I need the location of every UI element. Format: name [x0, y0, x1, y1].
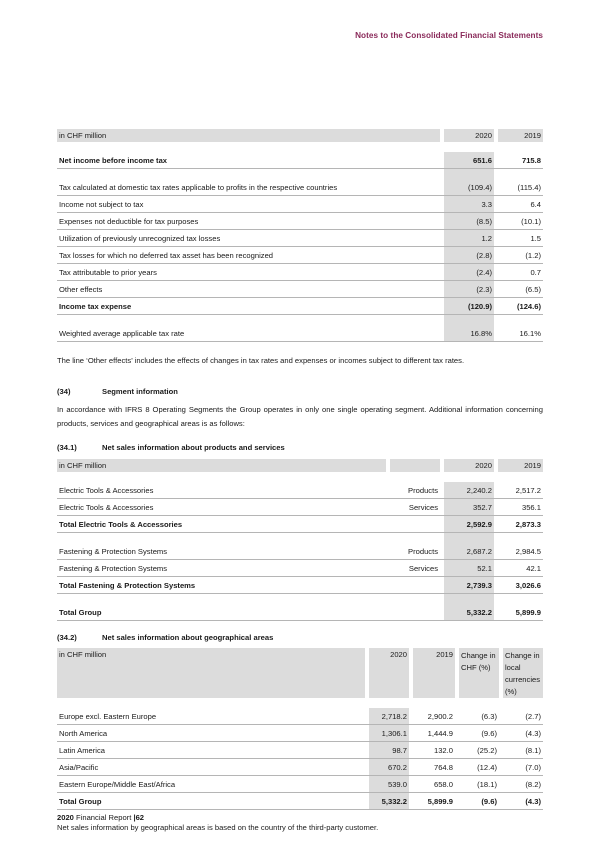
table-row: Other effects (2.3) (6.5): [57, 281, 543, 298]
footer-separator: |: [133, 813, 136, 822]
table-row: Asia/Pacific 670.2 764.8 (12.4) (7.0): [57, 759, 543, 776]
products-services-table: [57, 459, 543, 621]
page-footer: [57, 813, 144, 822]
table-row: Tax calculated at domestic tax rates applicable to profits in the respective countries (109.4) (115.4): [57, 179, 543, 196]
table-row: Latin America 98.7 132.0 (25.2) (8.1): [57, 742, 543, 759]
col-2019: 2019: [498, 129, 543, 142]
table-row: Utilization of previously unrecognized tax losses 1.2 1.5: [57, 230, 543, 247]
tax-reconciliation-section: [57, 129, 543, 835]
unit-label: in CHF million: [57, 129, 440, 142]
table-header: [57, 129, 543, 142]
table-row-total: Income tax expense (120.9) (124.6): [57, 298, 543, 315]
table-row-total: Total Electric Tools & Accessories 2,592.9 2,873.3: [57, 516, 543, 533]
table-row: Electric Tools & Accessories Services 352.7 356.1: [57, 499, 543, 516]
table-row: Europe excl. Eastern Europe 2,718.2 2,900.2 (6.3) (2.7): [57, 708, 543, 725]
geographical-areas-table: [57, 648, 543, 810]
geo-note: Net sales information by geographical areas is based on the country of the third-party customer.: [57, 823, 379, 832]
section-34-2-title: (34.2) Net sales information about geographical areas: [57, 633, 274, 642]
table-row: Tax attributable to prior years (2.4) 0.7: [57, 264, 543, 281]
table-row: Fastening & Protection Systems Services 52.1 42.1: [57, 560, 543, 577]
table-header: in CHF million 2020 2019: [59, 461, 541, 470]
col-2020: 2020: [444, 129, 494, 142]
other-effects-note: The line ‘Other effects’ includes the effects of changes in tax rates and expenses or incomes subject to different tax rates.: [57, 356, 465, 365]
tax-reconciliation-table: [57, 129, 543, 342]
table-row: Electric Tools & Accessories Products 2,240.2 2,517.2: [57, 482, 543, 499]
table-row-grand-total: Total Group 5,332.2 5,899.9: [57, 604, 543, 621]
table-row-total: Total Fastening & Protection Systems 2,739.3 3,026.6: [57, 577, 543, 594]
table-row: Eastern Europe/Middle East/Africa 539.0 658.0 (18.1) (8.2): [57, 776, 543, 793]
footer-label: Financial Report: [76, 813, 132, 822]
table-row: North America 1,306.1 1,444.9 (9.6) (4.3): [57, 725, 543, 742]
table-row-total: Total Group 5,332.2 5,899.9 (9.6) (4.3): [57, 793, 543, 810]
table-row: Tax losses for which no deferred tax asset has been recognized (2.8) (1.2): [57, 247, 543, 264]
page-header: Notes to the Consolidated Financial Statements: [355, 31, 543, 40]
section-34-1-title: (34.1) Net sales information about products and services: [57, 443, 285, 452]
table-row: Income not subject to tax 3.3 6.4: [57, 196, 543, 213]
table-row: Expenses not deductible for tax purposes (8.5) (10.1): [57, 213, 543, 230]
table-header: in CHF million 2020 2019 Change in CHF (%) Change in local currencies (%): [57, 648, 543, 698]
page-number: 62: [135, 813, 145, 822]
table-row: Weighted average applicable tax rate 16.8% 16.1%: [57, 325, 543, 342]
footer-year: 2020: [57, 813, 74, 822]
table-row: Fastening & Protection Systems Products 2,687.2 2,984.5: [57, 543, 543, 560]
section-34-title: (34) Segment information: [57, 387, 178, 396]
section-34-text: In accordance with IFRS 8 Operating Segments the Group operates in only one single operating segment. Additional information concerning products, services and geographical areas is as follows:: [57, 405, 543, 428]
table-row: Net income before income tax 651.6 715.8: [57, 152, 543, 169]
